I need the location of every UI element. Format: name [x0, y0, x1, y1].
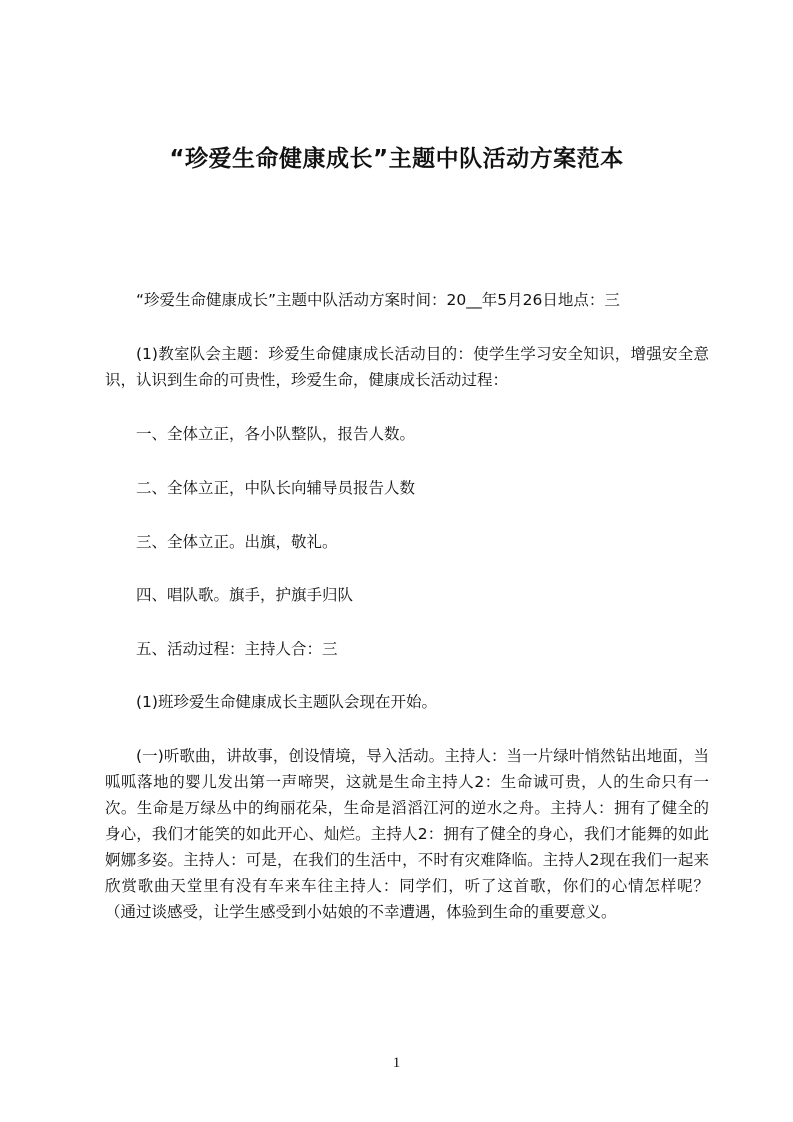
- page-number: 1: [392, 1055, 401, 1071]
- paragraph-step-4: 四、唱队歌。旗手，护旗手归队: [136, 586, 354, 604]
- paragraph-step-1: 一、全体立正，各小队整队，报告人数。: [136, 425, 416, 443]
- paragraph-theme-purpose: (1)教室队会主题：珍爱生命健康成长活动目的：使学生学习安全知识，增强安全意识，认识到生命的可贵性，珍爱生命，健康成长活动过程：: [105, 345, 709, 389]
- document-title: “珍爱生命健康成长”主题中队活动方案范本: [169, 146, 624, 172]
- paragraph-step-5: 五、活动过程：主持人合：三: [136, 640, 338, 658]
- paragraph-step-3: 三、全体立正。出旗，敬礼。: [136, 533, 338, 551]
- paragraph-time-place: “珍爱生命健康成长”主题中队活动方案时间：20__年5月26日地点：三: [136, 291, 620, 309]
- paragraph-meeting-start: (1)班珍爱生命健康成长主题队会现在开始。: [136, 693, 437, 711]
- paragraph-activity-intro: (一)听歌曲，讲故事，创设情境，导入活动。主持人：当一片绿叶悄然钻出地面，当呱呱落地的婴儿发出第一声啼哭，这就是生命主持人2：生命诚可贵，人的生命只有一次。生命是万绿丛中的绚丽花朵，生命是滔滔江河的逆水之舟。主持人：拥有了健全的身心，我们才能笑的如此开心、灿烂。主持人2：拥有了健全的身心，我们才能舞的如此婀娜多姿。主持人：可是，在我们的生活中，不时有灾难降临。主持人2现在我们一起来欣赏歌曲天堂里有没有车来车往主持人：同学们，听了这首歌，你们的心情怎样呢？（通过谈感受，让学生感受到小姑娘的不幸遭遇，体验到生命的重要意义。: [105, 747, 709, 921]
- paragraph-step-2: 二、全体立正，中队长向辅导员报告人数: [136, 479, 416, 497]
